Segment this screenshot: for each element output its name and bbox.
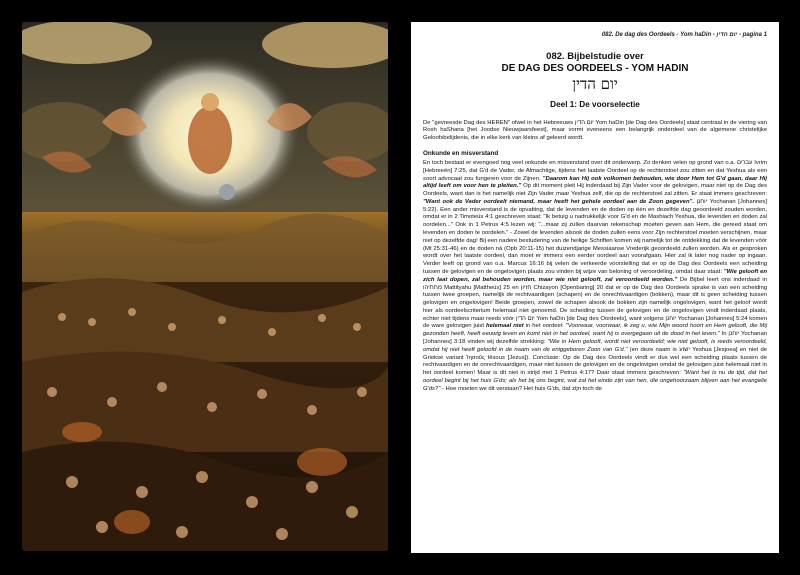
quote-text: "Wie gelooft en zich laat dopen, zal behouden worden, maar wie niet gelooft, zal veroordeeld worden."	[423, 268, 767, 283]
quote-text: "Voorwaar, voorwaar, ik zeg u, wie Mijn woord hoort en Hem gelooft, die Mij gezonden heeft, heeft eeuwig leven en komt niet in het oordeel, want hij is overgegaan uit de dood in het leven."	[423, 323, 768, 338]
body-text: - Hoe moeten we dit verstaan? Het huis G'ds, dat zijn toch de	[441, 385, 602, 392]
title-line-1: 082. Bijbelstudie over	[546, 51, 644, 62]
quote-text: "Want het is nu de tijd, dat het oordeel begint bij het huis G'ds; als het bij ons begint, wat zal het einde zijn van hen, die ongehoorzaam blijven aan het evangelie G'ds?"	[423, 370, 768, 392]
body-text: In יוחנן Yochanan [Johannes] 3:18 vinden wij dezelfde strekking:	[423, 331, 767, 345]
body-text: En toch bestaat er evengoed nog veel onkunde en misverstand over dit onderwerp. Zo denken velen op grond van o.a. עברים Ivrim [Hebreeën] 7:25, dat G'd de Vader, de Almachtige, tijdens het laatste Oordeel op de rechterstoel zou zitten en dat Yeshua als een soort advocaat zou fungeren voor de Zijnen.	[423, 160, 767, 182]
section-title: Deel 1: De voorselectie	[550, 99, 640, 109]
quote-text: "Wie in Hem gelooft, wordt niet veroordeeld; wie niet gelooft, is reeds veroordeeld, omdat hij niet heeft geloofd in de naam van de eniggeboren Zoon van G'd."	[423, 338, 767, 353]
painting-artwork	[22, 22, 388, 551]
intro-paragraph: De "gevreesde Dag des HEREN" ofwel in het Hebreeuws יום הדין Yom haDin [de Dag des Oordeels] staat centraal in de viering van Rosh haShana [het Joodse Nieuwjaarsfeest], maar vormt eveneens een belangrijk onderdeel van de algemene christelijke Geloofsbelijdenis, die in elke kerk van kleins af geleerd wordt.	[423, 119, 767, 142]
body-text: יוחנן Yochanan [Johannes] 5:22). Een ander misverstand is de opvatting, dat de levenden en de doden op één en dezelfde dag geoordeeld zouden worden, omdat er in 2 Timoteüs 4:1 geschreven staat: "Ik betuig u nadrukkelijk voor G'd en de Mashiach Yeshua, die levenden en doden zal oordelen..." Ook in 1 Petrus 4:5 lezen wij: "...maar zij zullen daarvan rekenschap moeten geven aan Hem, die gereed staat om levenden en doden te oordelen." - Zowel de levenden alsook de doden zullen eens voor Zijn rechterstoel moeten verschijnen, maar niet op dezelfde dag! Bij een nadere bestudering van de heilige Schriften komen wij namelijk tot de ontdekking dat de levenden vóór (Mt 25:31-46) en de doden ná (Opb 20:11-15) het duizendjarige Messiaanse Vrederijk geoordeeld zullen worden. Als er gesproken wordt over het laatste oordeel, dan moet er immers een eerder oordeel aan voorafgaan. Hier zal ik later nog nader op ingaan. Verder leeft op grond van o.a. Marcus 16:16 bij velen de verkeerde voorstelling dat er op de Dag des Oordeels een scheiding tussen de gelovigen en de ongelovigen plaats zou vinden bij wijze van beloning of veroordeling, omdat daar staat:	[423, 198, 768, 275]
running-head: 082. De dag des Oordeels - Yom haDin - יום הדין - pagina 1	[601, 32, 767, 38]
body-text: De Bijbel leert ons inderdaad in מתתיהו Mattityahu [Mattheüs] 25 en חזיון Chizayon [Openbaring] 20 dat er op de Dag des Oordeels sprake is van een scheiding tussen twee groepen, namelijk de rechtvaardigen (schapen) en de onrechtvaardigen (bokken), maar dit is geen scheiding tussen gelovigen en ongelovigen! Beide groepen, zowel de schapen alsook de bokken zijn namelijk ongelovigen, want het geloof wordt hier als oordeelscriterium helemaal niet genoemd. De scheiding tussen de gelovigen en de ongelovigen vindt inderdaad plaats, echter niet tijdens maar reeds vóór יום הדין Yom haDin [de Dag des Oordeels], want volgens יוחנן Yochanan [Johannes] 5:24 komen de ware gelovigen juist	[423, 276, 767, 330]
body-paragraph	[423, 160, 767, 393]
document-page	[411, 22, 779, 553]
emphasis-text: helemaal niet	[486, 323, 524, 330]
quote-text: "Want ook de Vader oordeelt niemand, maar heeft het gehele oordeel aan de Zoon gegeven".	[423, 198, 694, 205]
quote-text: "Daarom kan Hij ook volkomen behouden, wie door Hem tot G'd gaan, daar Hij altijd leeft om voor hen te pleiten."	[423, 175, 767, 190]
body-text: in het oordeel:	[525, 323, 564, 330]
body-text: Op dit moment pleit Hij inderdaad bij Zijn Vader voor de gelovigen, maar niet op de Dag des Oordeels, want dan is het namelijk niet Zijn Vader maar Yeshua zelf, die op de rechterstoel zal zitten. Er staat immers geschreven:	[423, 183, 768, 198]
title-hebrew: יום הדין	[572, 75, 618, 94]
body-text: (en deze naam is ישוע Yeshua [Jesjoea] en niet de Griekse variant Ἰησοῦς Iēsous [Jezus]). Conclusie: Op de Dag des Oordeels vindt er dus wel een scheiding plaats tussen de rechtvaardigen en de onrechtvaardigen, maar niet tussen de gelovigen en de ongelovigen omdat de gelovigen juist helemaal niet in het oordeel komen! Maar is dit niet in strijd met 1 Petrus 4:17? Daar staat immers geschreven:	[423, 346, 767, 377]
last-judgment-painting	[22, 22, 388, 551]
subheading: Onkunde en misverstand	[423, 150, 499, 158]
title-line-2: DE DAG DES OORDEELS - YOM HADIN	[501, 62, 689, 74]
document-title	[423, 52, 767, 94]
